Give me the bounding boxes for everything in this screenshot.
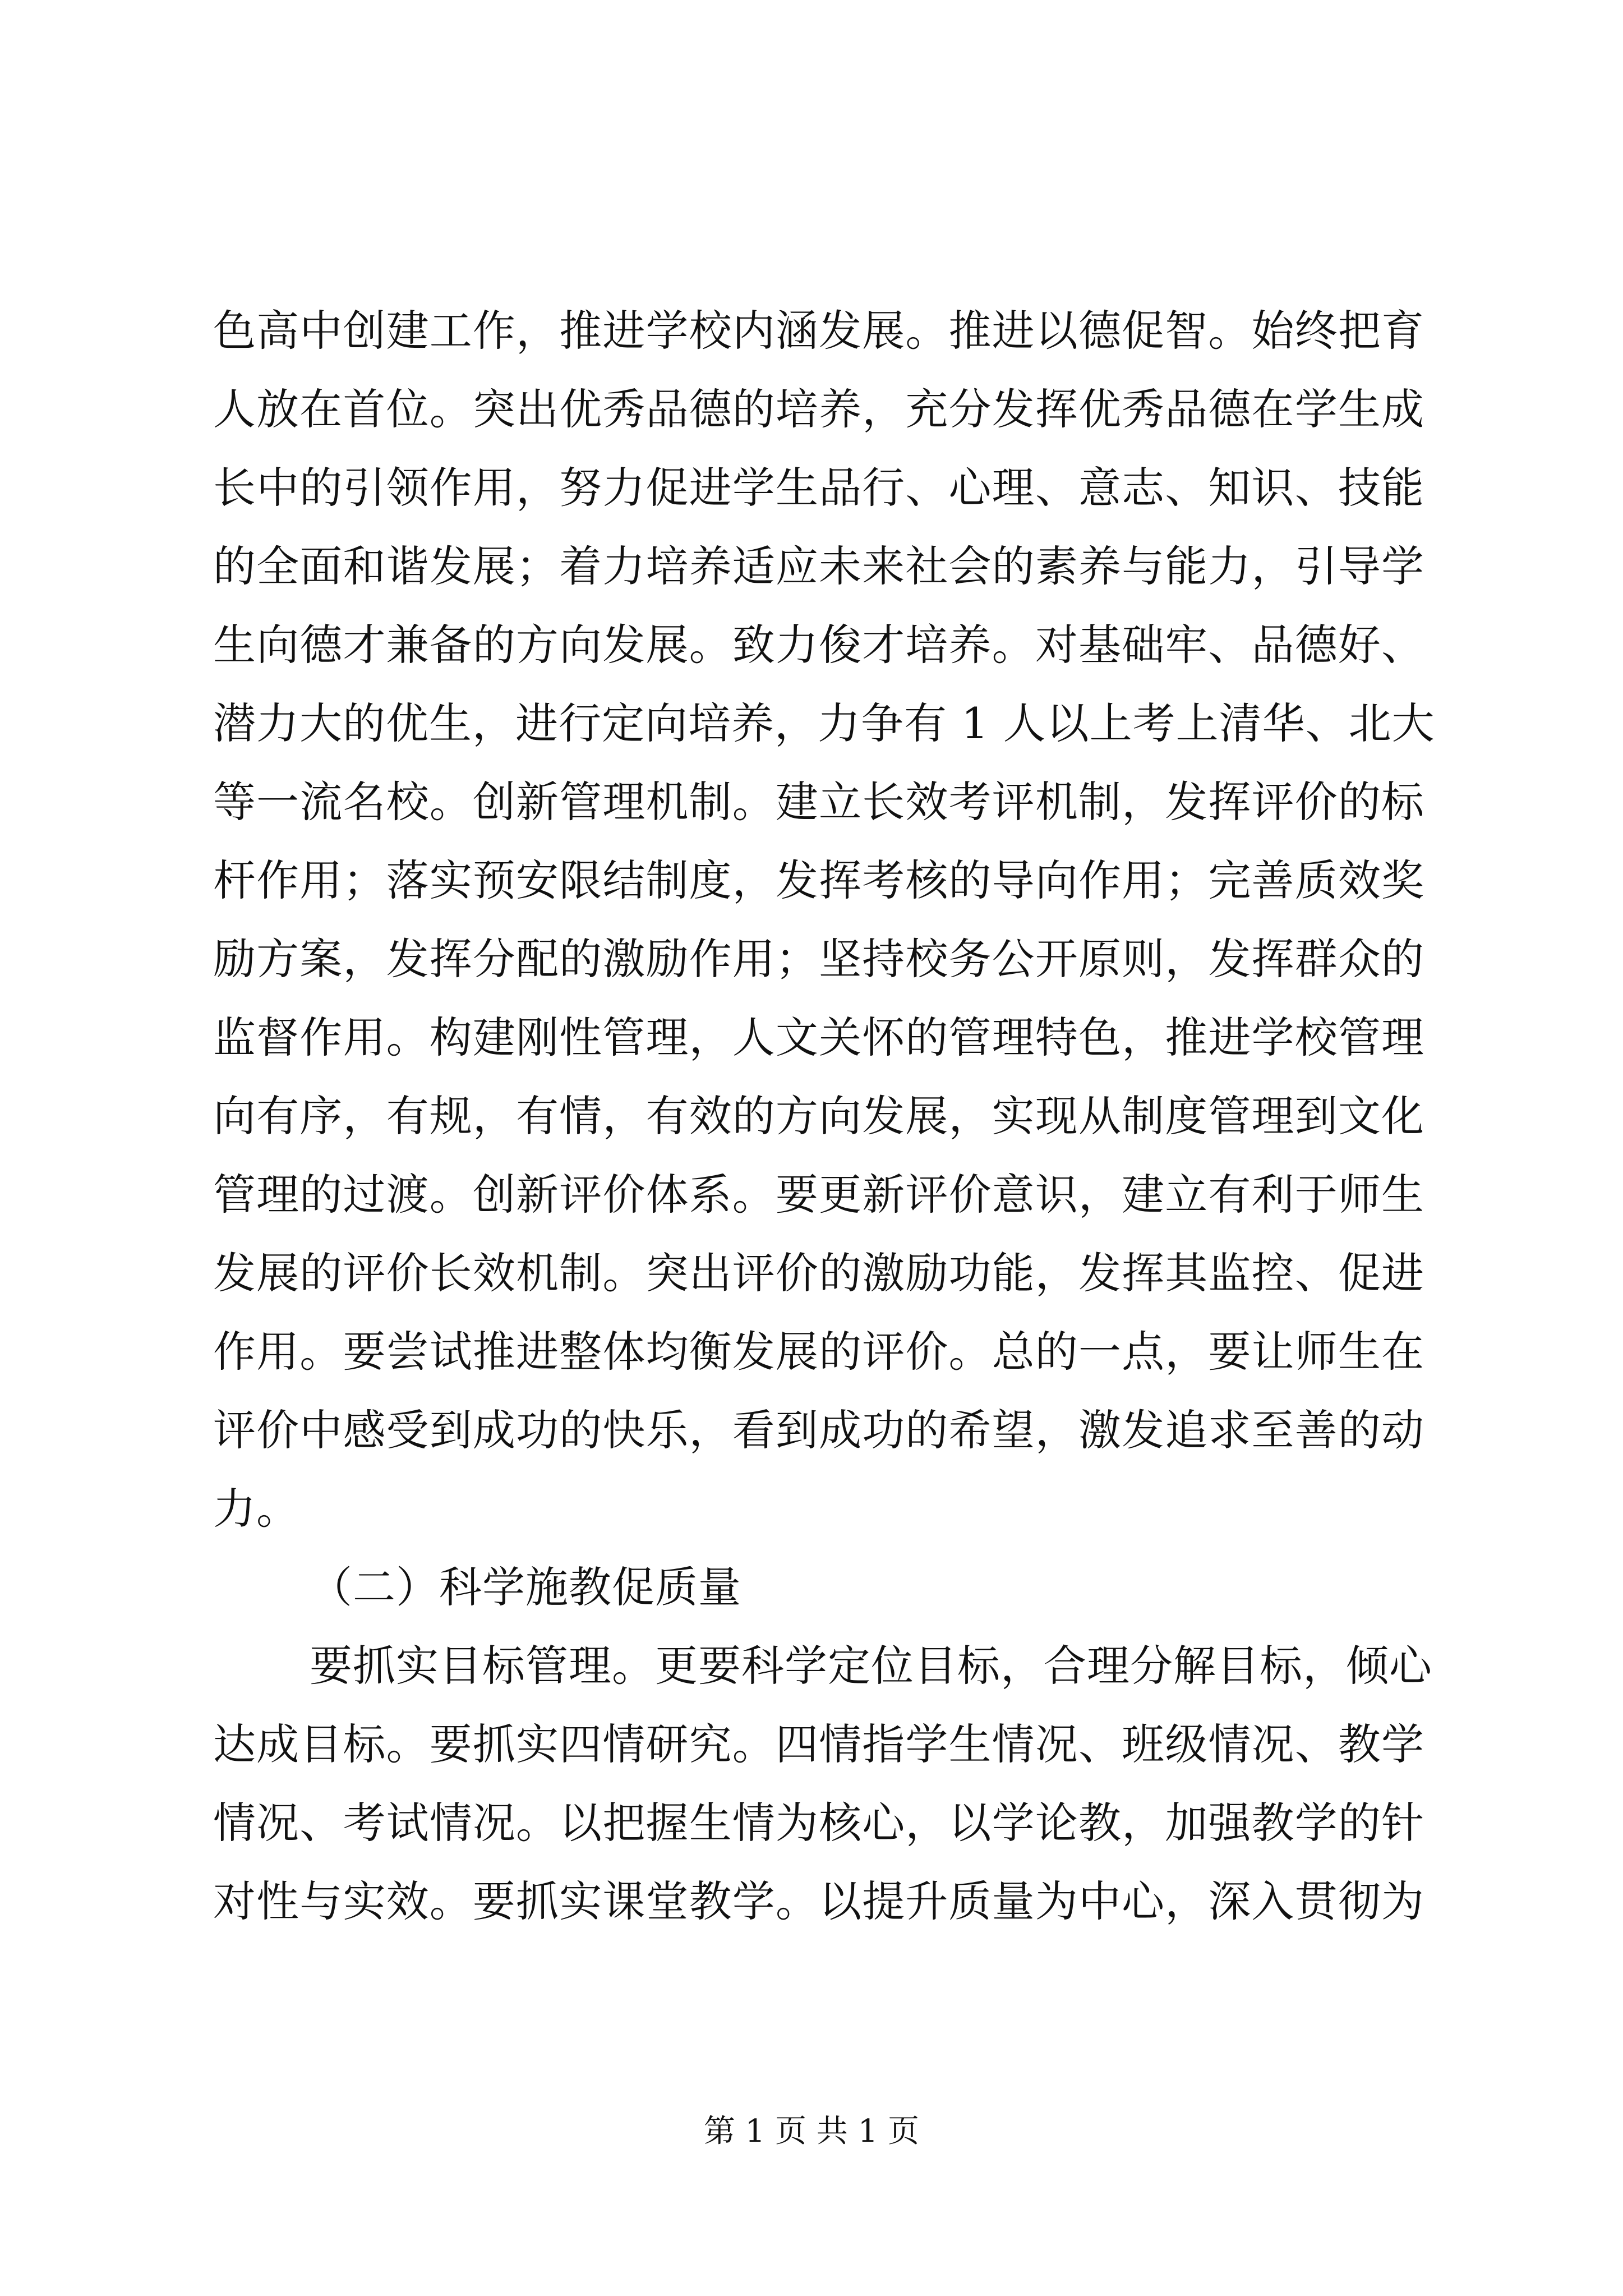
- body-line: 向有序，有规，有情，有效的方向发展，实现从制度管理到文化: [213, 1091, 1424, 1141]
- document-body: [213, 292, 1435, 1941]
- section-line: 对性与实效。要抓实课堂教学。以提升质量为中心，深入贯彻为: [213, 1876, 1424, 1926]
- body-line: 监督作用。构建刚性管理，人文关怀的管理特色，推进学校管理: [213, 1013, 1424, 1062]
- page-number-label: 第 1 页 共 1 页: [703, 2113, 920, 2150]
- body-line: 杆作用；落实预安限结制度，发挥考核的导向作用；完善质效奖: [213, 855, 1424, 905]
- body-line: 色高中创建工作，推进学校内涵发展。推进以德促智。始终把育: [213, 306, 1424, 356]
- body-line: 作用。要尝试推进整体均衡发展的评价。总的一点，要让师生在: [213, 1327, 1424, 1377]
- section-heading: （二）科学施教促质量: [310, 1562, 741, 1612]
- section-line: 要抓实目标管理。更要科学定位目标，合理分解目标，倾心: [310, 1641, 1432, 1691]
- body-line: 等一流名校。创新管理机制。建立长效考评机制，发挥评价的标: [213, 777, 1424, 827]
- body-line: 长中的引领作用，努力促进学生品行、心理、意志、知识、技能: [213, 463, 1424, 513]
- body-line: 的全面和谐发展；着力培养适应未来社会的素养与能力，引导学: [213, 541, 1424, 591]
- body-line: 潜力大的优生，进行定向培养，力争有 1 人以上考上清华、北大: [213, 698, 1435, 748]
- body-line: 评价中感受到成功的快乐，看到成功的希望，激发追求至善的动: [213, 1405, 1424, 1455]
- body-line: 励方案，发挥分配的激励作用；坚持校务公开原则，发挥群众的: [213, 934, 1424, 984]
- section-line: 情况、考试情况。以把握生情为核心，以学论教，加强教学的针: [213, 1798, 1424, 1848]
- body-line: 力。: [213, 1484, 299, 1534]
- body-line: 人放在首位。突出优秀品德的培养，充分发挥优秀品德在学生成: [213, 384, 1424, 434]
- body-line: 管理的过渡。创新评价体系。要更新评价意识，建立有利于师生: [213, 1170, 1424, 1220]
- body-line: 发展的评价长效机制。突出评价的激励功能，发挥其监控、促进: [213, 1248, 1424, 1298]
- body-line: 生向德才兼备的方向发展。致力俊才培养。对基础牢、品德好、: [213, 620, 1424, 670]
- section-line: 达成目标。要抓实四情研究。四情指学生情况、班级情况、教学: [213, 1719, 1424, 1769]
- page-footer: [0, 2109, 1623, 2154]
